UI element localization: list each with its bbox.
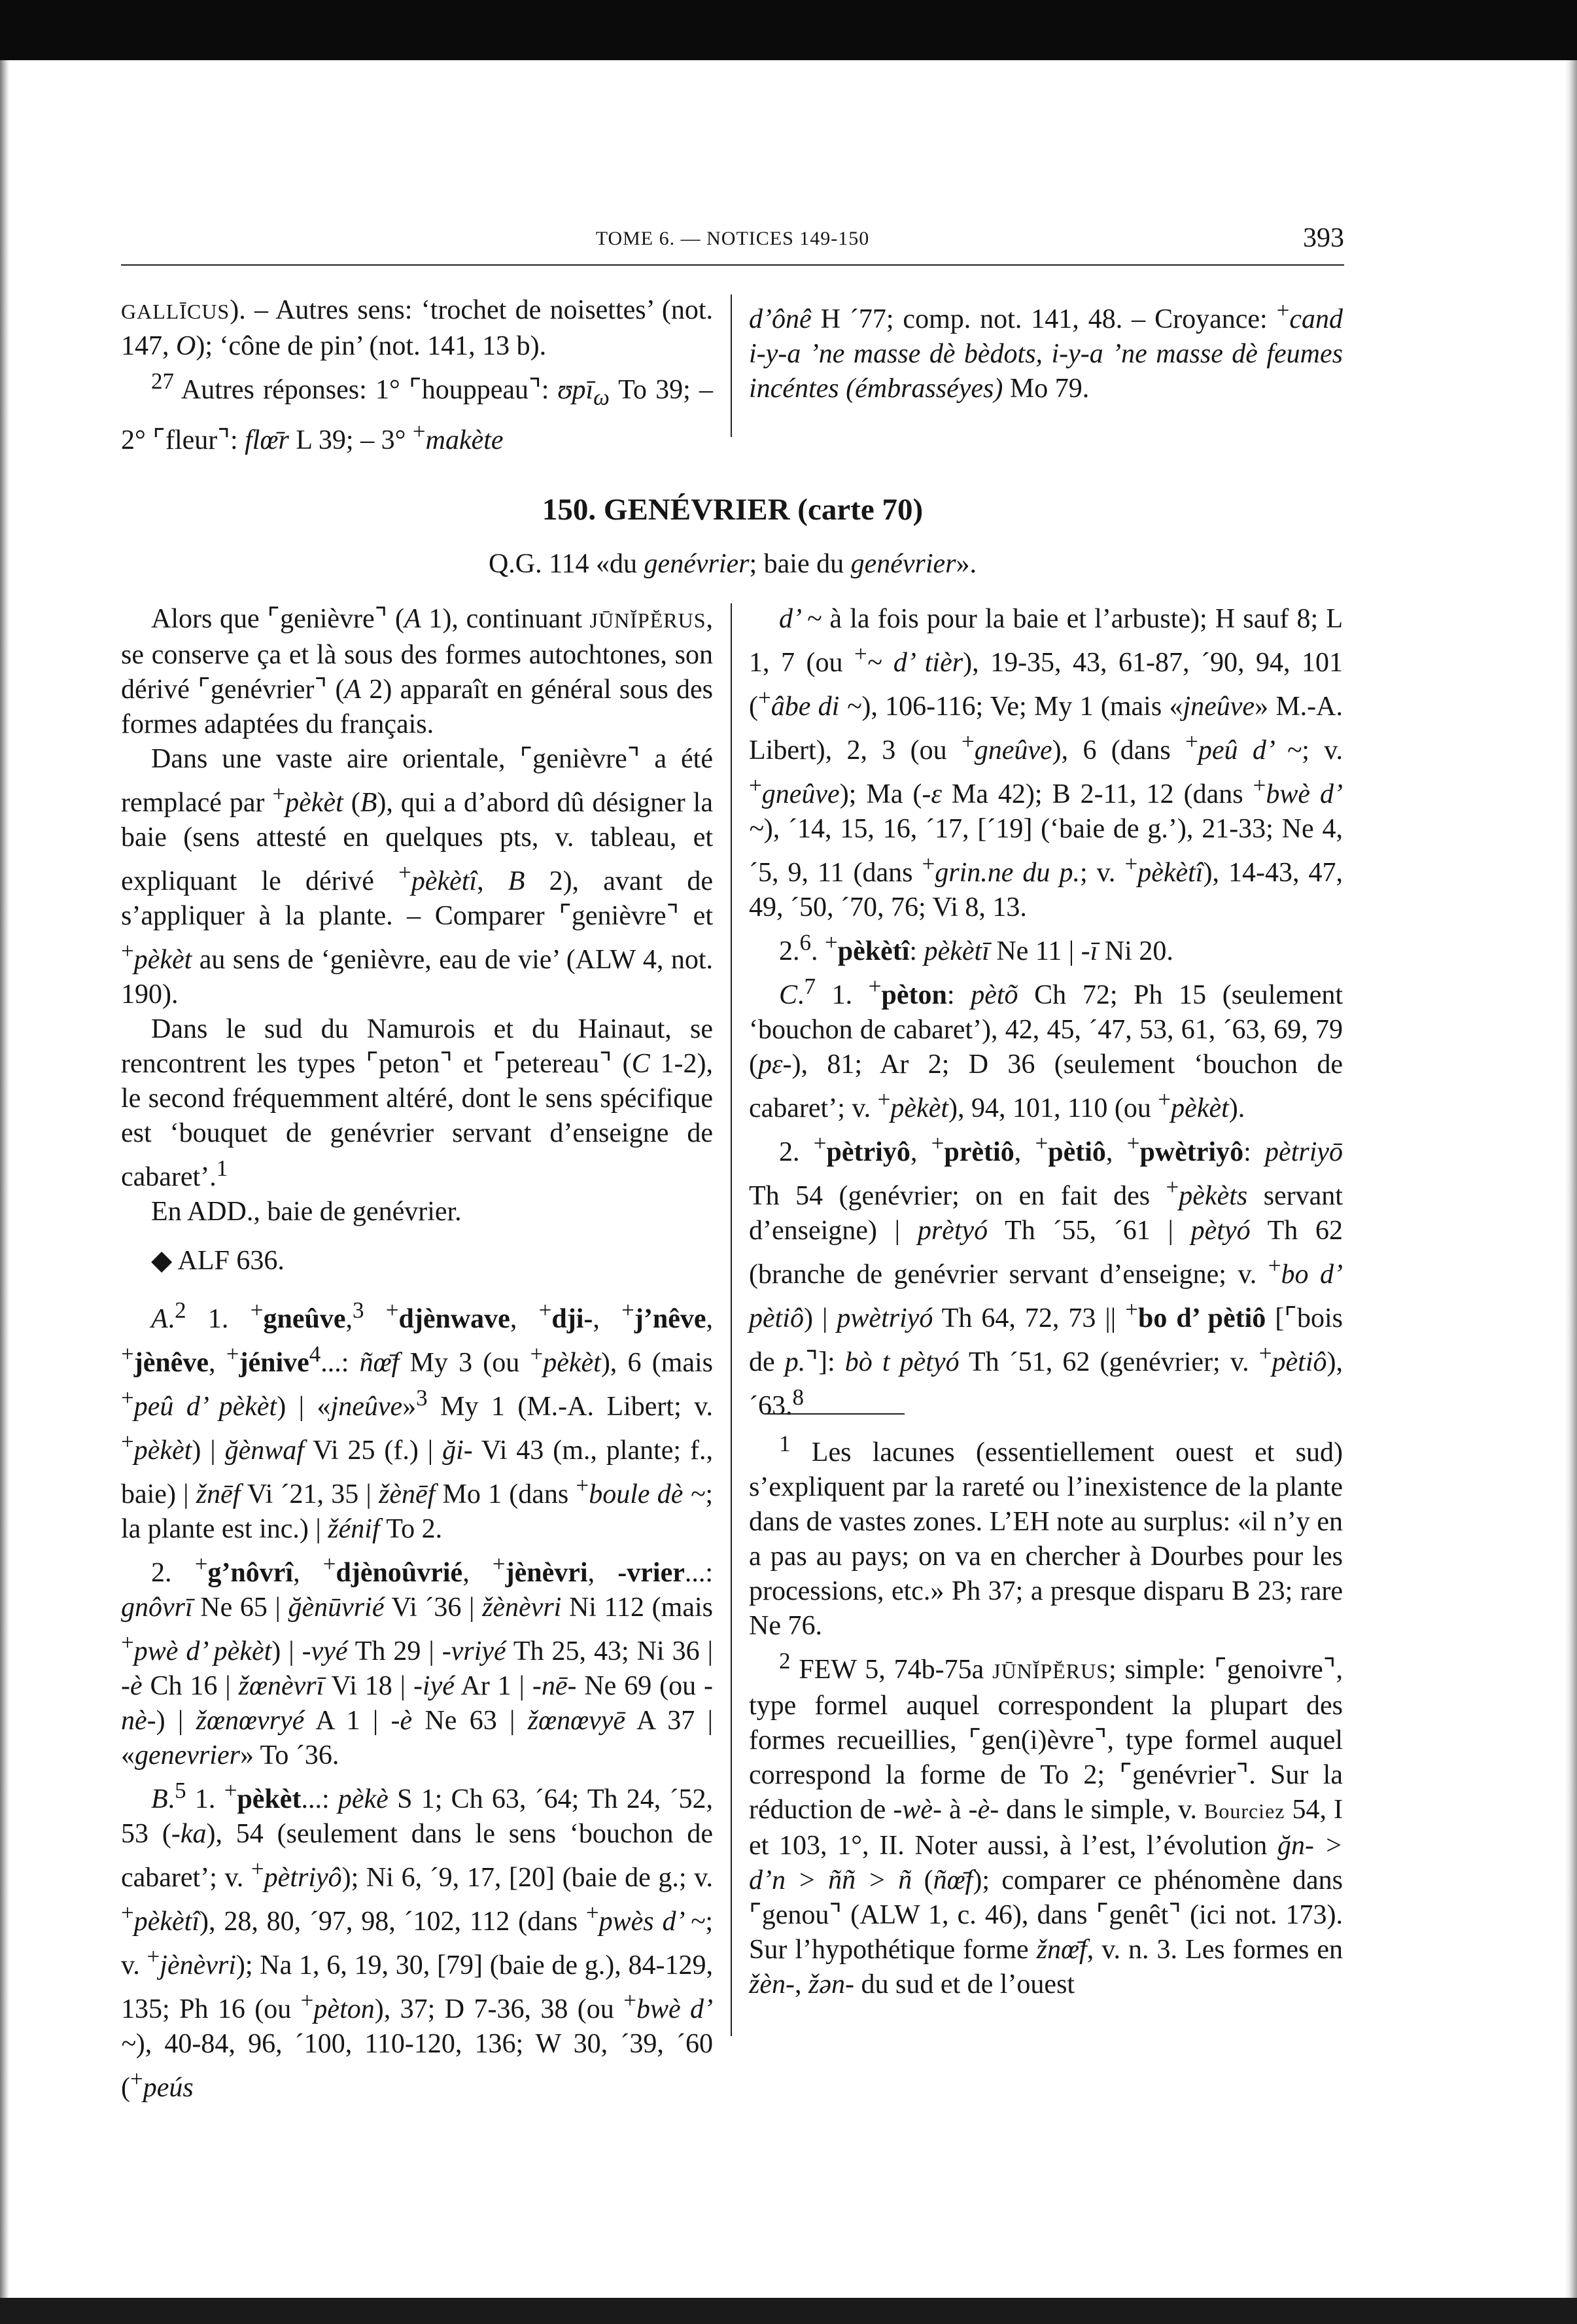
paragraph: A.$^2$ 1. +gneûve,$^3$ +djènwave, +dji-, +j’nêve, +jènêve, +jénive$^4$...: ñœ̄f My 3 (ou +pèkèt), 6 (mais +peû d’ pèkèt) | «jneûve»$^3$ My 1 (M.-A. Libert; v. +pèkèt) | ğènwaf Vi 25 (f.) | ği- Vi 43 (m., plante; f., baie) | žnēf Vi ´21, 35 | žènēf Mo 1 (dans +boule dè ~; la plante est inc.) | žénif To 2. [121,1297,714,1544]
paragraph: $^2$ FEW 5, 74b-75a JŪNĬPĔRUS; simple: ⌜genoivre⌝, type formel auquel correspondent la plupart des formes recueillies, ⌜gen(i)èvre⌝, type formel auquel correspond la forme de To 2; ⌜genévrier⌝. Sur la réduction de -wè- à -è- dans le simple, v. Bourciez 54, I et 103, 1°, II. Noter aussi, à l’est, l’évolution ğn- > d’n > ññ > ñ (ñœ̄f); comparer ce phénomène dans ⌜genou⌝ (ALW 1, c. 46), dans ⌜genêt⌝ (ici not. 173). Sur l’hypothétique forme žnœ̄f, v. n. 3. Les formes en žèn-, žən- du sud et de l’ouest [749,1648,1343,1999]
paragraph-gap [121,1278,713,1293]
scan-left-edge [0,60,9,2298]
note-paragraph: d’ônê H ´77; comp. not. 141, 48. – Croyance: +cand i-y-a ’ne masse dè bèdots, i-y-a ’ne masse dè feumes incéntes (émbrasséyes) Mo 79. [749,298,1343,404]
paragraph: $^1$ Les lacunes (essentiellement ouest et sud) s’expliquent par la rareté ou l’inexistence de la plante dans de vastes zones. L’EH note au surplus: «il n’y en a pas au pays; on va en chercher à Dourbes pour les processions, etc.» Ph 37; a presque disparu B 23; rare Ne 76. [749,1431,1343,1641]
scan-top-border [0,0,1577,60]
running-title: TOME 6. — NOTICES 149-150 [595,228,870,249]
footnotes [749,1426,1343,2002]
paragraph: 2. +pètriyô, +prètiô, +pètiô, +pwètriyô: pètriyō Th 54 (genévrier; on en fait des +pèkèts servant d’enseigne) | prètyó Th ´55, ´61 | pètyó Th 62 (branche de genévrier servant d’enseigne; v. +bo d’ pètiô) | pwètriyó Th 64, 72, 73 || +bo d’ pètiô [⌜bois de p.⌝]: bò t pètyó Th ´51, 62 (genévrier; v. +pètiô), ´63.$^8$ [749,1131,1343,1421]
paragraph: En ADD., baie de genévrier. [151,1197,462,1227]
column-divider-top [731,294,732,437]
footnote-rule [764,1413,905,1415]
paragraph: Alors que ⌜genièvre⌝ (A 1), continuant JŪNĬPĔRUS, se conserve ça et là sous des formes autochtones, son dérivé ⌜genévrier⌝ (A 2) apparaît en général sous des formes adaptées du français. [121,604,713,739]
paragraph-gap [121,1229,713,1244]
paragraph: Dans une vaste aire orientale, ⌜genièvre⌝ a été remplacé par +pèkèt (B), qui a d’abord dû désigner la baie (sens attesté en quelques pts, v. tableau, et expliquant le dérivé +pèkètî, B 2), avant de s’appliquer à la plante. – Comparer ⌜genièvre⌝ et +pèkèt au sens de ‘genièvre, eau de vie’ (ALW 4, not. 190). [121,744,713,1010]
page-number: 393 [1303,223,1344,253]
paragraph: 2.$^6$. +pèkètî: pèkètī Ne 11 | -ī Ni 20. [779,930,1173,966]
paragraph: 2. +g’nôvrî, +djènoûvrié, +jènèvri, -vrier...: gnôvrī Ne 65 | ğènūvrié Vi ´36 | žènèvri Ni 112 (mais +pwè d’ pèkèt) | -vyé Th 29 | -vriyé Th 25, 43; Ni 36 | -è Ch 16 | žœnèvrī Vi 18 | -iyé Ar 1 | -nē- Ne 69 (ou -nè-) | žœnœvryé A 1 | -è Ne 63 | žœnœvyē A 37 | «genevrier» To ´36. [121,1551,714,1770]
running-head [121,220,1344,259]
paragraph: B.$^5$ 1. +pèkèt...: pèkè S 1; Ch 63, ´64; Th 24, ´52, 53 (-ka), 54 (seulement dans le sens ‘bouchon de cabaret’; v. +pètriyô); Ni 6, ´9, 17, [20] (baie de g.; v. +pèkètî), 28, 80, ´97, 98, ´102, 112 (dans +pwès d’ ~; v. +jènèvri); Na 1, 6, 19, 30, [79] (baie de g.), 84-129, 135; Ph 16 (ou +pèton), 37; D 7-36, 38 (ou +bwè d’ ~), 40-84, 96, ´100, 110-120, 136; W 30, ´39, ´60 (+peús [121,1778,714,2103]
previous-notes-right [749,293,1343,406]
article-title: 150. GENÉVRIER (carte 70) [542,493,924,527]
note-paragraph: GALLĪCUS). – Autres sens: ‘trochet de noisettes’ (not. 147, O); ‘cône de pin’ (not. 141, 13 b). [121,295,713,361]
paragraph: d’ ~ à la fois pour la baie et l’arbuste); H sauf 8; L 1, 7 (ou +~ d’ tièr), 19-35, 43, 61-87, ´90, 94, 101 (+âbe di ~), 106-116; Ve; My 1 (mais «jneûve» M.-A. Libert), 2, 3 (ou +gneûve), 6 (dans +peû d’ ~; v. +gneûve); Ma (-ε Ma 42); B 2-11, 12 (dans +bwè d’ ~), ´14, 15, 16, ´17, [´19] (‘baie de g.’), 21-33; Ne 4, ´5, 9, 11 (dans +grin.ne du p.; v. +pèkètî), 14-43, 47, 49, ´50, ´70, 76; Vi 8, 13. [749,604,1343,923]
paragraph: Dans le sud du Namurois et du Hainaut, se rencontrent les types ⌜peton⌝ et ⌜petereau⌝ (C 1-2), le second fréquemment altéré, dont le sens spécifique est ‘bouquet de genévrier servant d’enseigne de cabaret’.$^1$ [121,1014,713,1192]
paragraph: C.$^7$ 1. +pèton: pètõ Ch 72; Ph 15 (seulement ‘bouchon de cabaret’), 42, 45, ´47, 53, 61, ´63, 69, 79 (pε-), 81; Ar 2; D 36 (seulement ‘bouchon de cabaret’; v. +pèkèt), 94, 101, 110 (ou +pèkèt). [749,974,1343,1123]
scan-bottom-border [0,2298,1577,2324]
header-rule [121,264,1344,266]
article-subtitle: Q.G. 114 «du genévrier; baie du genévrier». [488,549,977,579]
right-column [749,602,1343,1424]
previous-notes-left [121,293,713,458]
column-divider-main [731,603,732,2036]
scan-right-edge [1565,60,1577,2298]
paragraph: ◆ ALF 636. [151,1246,285,1276]
left-column [121,602,713,2105]
note-27: $^{27}$ Autres réponses: 1° ⌜houppeau⌝: ʊpī$_\omega$ To 39; – 2° ⌜fleur⌝: flœ̄r L 39; – 3° +makète [121,368,713,456]
